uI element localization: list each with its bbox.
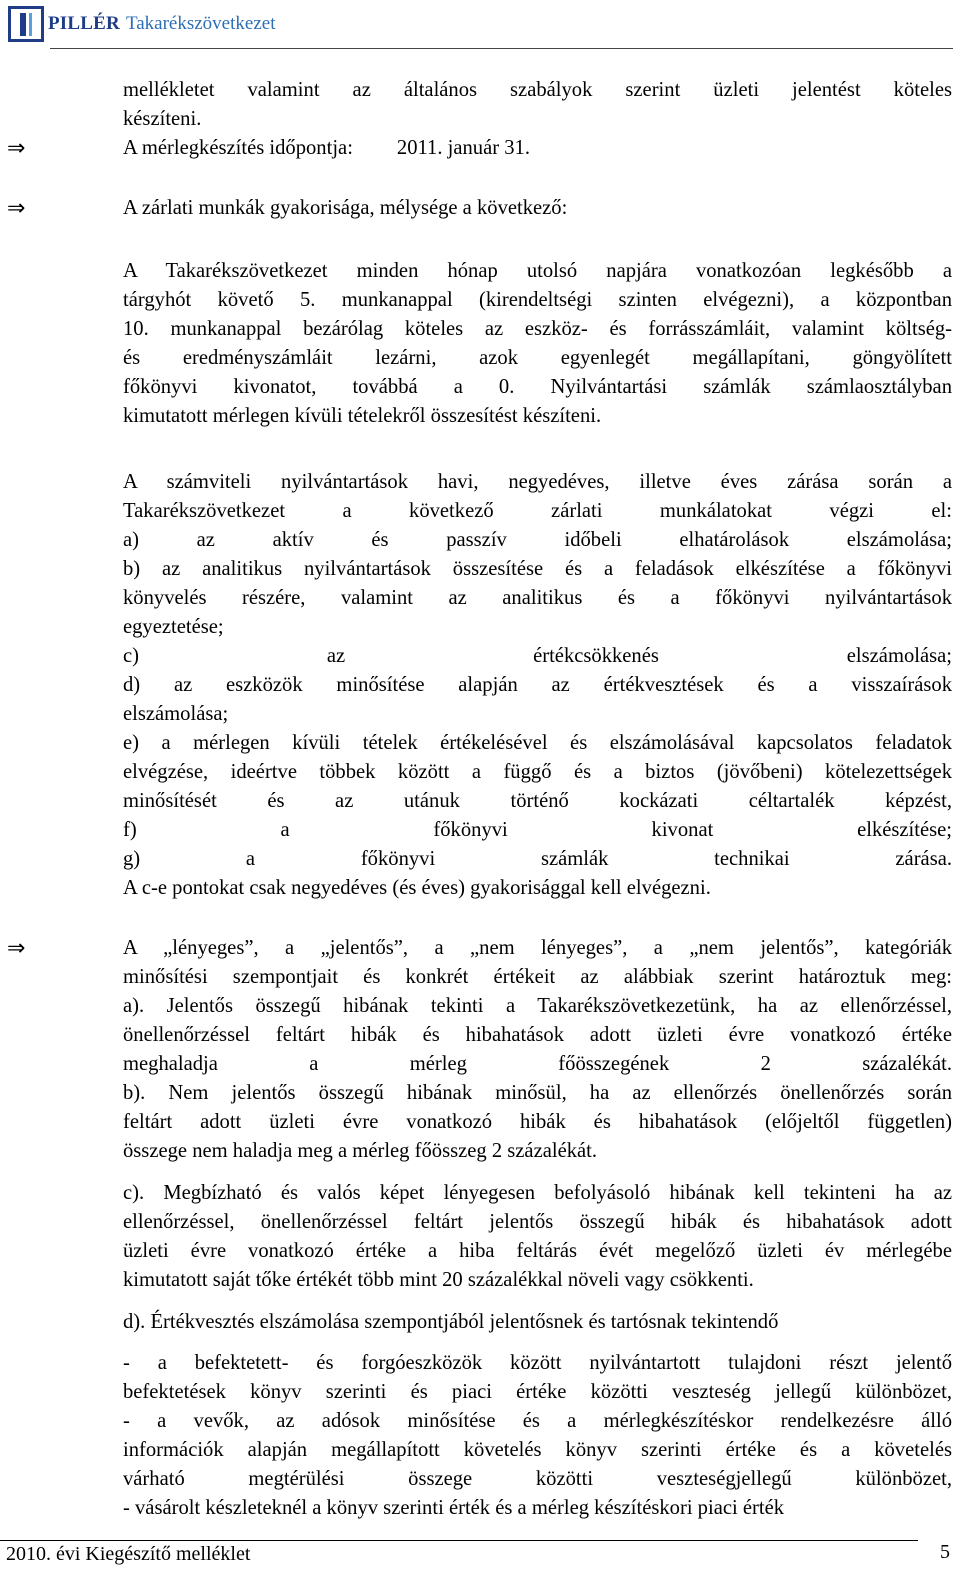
list-item: - vásárolt készleteknél a könyv szerinti érték és a mérleg készítéskori piaci érték bbox=[123, 1497, 785, 1519]
text-line: összege nem haladja meg a mérleg főösszeg 2 százalékát. bbox=[123, 1140, 598, 1162]
intro-paragraph bbox=[123, 76, 952, 134]
item-c-paragraph bbox=[123, 1179, 952, 1295]
text-line: A c-e pontokat csak negyedéves (és éves) gyakorisággal kell elvégezni. bbox=[123, 877, 711, 899]
list-item: d) az eszközök minősítése alapján az értékvesztések és a visszaírások bbox=[123, 674, 952, 696]
balance-date-item bbox=[7, 134, 952, 163]
logo-brand-name: PILLÉR bbox=[48, 13, 120, 34]
periodic-closing-paragraph bbox=[123, 468, 952, 903]
text-line: befektetések könyv szerinti és piaci értéke közötti veszteség jellegű különbözet, bbox=[123, 1381, 952, 1403]
page-number: 5 bbox=[940, 1541, 950, 1563]
footer-divider bbox=[0, 1540, 918, 1541]
list-item: a) az aktív és passzív időbeli elhatárolások elszámolása; bbox=[123, 529, 952, 551]
text-line: c). Megbízható és valós képet lényegesen befolyásoló hibának kell tekinteni ha az bbox=[123, 1182, 952, 1204]
logo-mark-icon bbox=[8, 6, 44, 42]
text-line: A számviteli nyilvántartások havi, negyedéves, illetve éves zárása során a bbox=[123, 471, 952, 493]
text-line: b). Nem jelentős összegű hibának minősül, ha az ellenőrzés önellenőrzés során bbox=[123, 1082, 952, 1104]
text-line: kimutatott saját tőke értékét több mint 20 százalékkal növeli vagy csökkenti. bbox=[123, 1269, 754, 1291]
text-line: elszámolása; bbox=[123, 703, 229, 725]
footer-title: 2010. évi Kiegészítő melléklet bbox=[6, 1543, 251, 1565]
balance-date-line bbox=[123, 134, 952, 163]
text-line: könyvelés részére, valamint az analitikus és a főkönyvi nyilvántartások bbox=[123, 587, 952, 609]
logo-brand-suffix: Takarékszövetkezet bbox=[125, 13, 276, 34]
text-line: mellékletet valamint az általános szabályok szerint üzleti jelentést köteles bbox=[123, 79, 952, 101]
text-line: készíteni. bbox=[123, 108, 202, 130]
text-line: A Takarékszövetkezet minden hónap utolsó napjára vonatkozóan legkésőbb a bbox=[123, 260, 952, 282]
text-line: kimutatott mérlegen kívüli tételekről összesítést készíteni. bbox=[123, 405, 602, 427]
list-item: g) a főkönyvi számlák technikai zárása. bbox=[123, 848, 952, 870]
list-item: - a vevők, az adósok minősítése és a mérlegkészítéskor rendelkezésre álló bbox=[123, 1410, 952, 1432]
text-line: Takarékszövetkezet a következő zárlati munkálatokat végzi el: bbox=[123, 500, 952, 522]
page-header bbox=[0, 0, 960, 50]
arrow-bullet-icon: ⇒ bbox=[7, 136, 26, 161]
text-line: 10. munkanappal bezárólag köteles az eszköz- és forrásszámláit, valamint költség- bbox=[123, 318, 952, 340]
list-item: c) az értékcsökkenés elszámolása; bbox=[123, 645, 952, 667]
materiality-categories bbox=[7, 934, 952, 1166]
text-line: a). Jelentős összegű hibának tekinti a Takarékszövetkezetünk, ha az ellenőrzéssel, bbox=[123, 995, 952, 1017]
balance-date-label: A mérlegkészítés időpontja: bbox=[123, 137, 353, 159]
company-logo bbox=[8, 6, 275, 42]
closing-heading: A zárlati munkák gyakorisága, mélysége a következő: bbox=[123, 197, 568, 219]
balance-date-value: 2011. január 31. bbox=[396, 137, 530, 159]
text-line: üzleti évre vonatkozó értéke a hiba feltárás évét megelőző üzleti év mérlegébe bbox=[123, 1240, 952, 1262]
list-item: b) az analitikus nyilvántartások összesítése és a feladások elkészítése a főkönyvi bbox=[123, 558, 952, 580]
text-line: minősítési szempontjait és konkrét értékeit az alábbiak szerint határoztuk meg: bbox=[123, 966, 952, 988]
text-line: tárgyhót követő 5. munkanappal (kirendeltségi szinten elvégezni), a központban bbox=[123, 289, 952, 311]
text-line: és eredményszámláit lezárni, azok egyenlegét megállapítani, göngyölített bbox=[123, 347, 952, 369]
arrow-bullet-icon: ⇒ bbox=[7, 196, 26, 221]
text-line: minősítését és az utánuk történő kockázati céltartalék képzést, bbox=[123, 790, 952, 812]
text-line: főkönyvi kivonatot, továbbá a 0. Nyilvántartási számlák számlaosztályban bbox=[123, 376, 952, 398]
impairment-list bbox=[123, 1349, 952, 1523]
list-item: - a befektetett- és forgóeszközök között nyilvántartott tulajdoni részt jelentő bbox=[123, 1352, 952, 1374]
list-item: f) a főkönyvi kivonat elkészítése; bbox=[123, 819, 952, 841]
item-d-heading bbox=[123, 1308, 952, 1337]
text-line: d). Értékvesztés elszámolása szempontjából jelentősnek és tartósnak tekintendő bbox=[123, 1311, 779, 1333]
header-divider bbox=[50, 48, 953, 49]
text-line: információk alapján megállapított követelés könyv szerinti értéke és a követelés bbox=[123, 1439, 952, 1461]
text-line: meghaladja a mérleg főösszegének 2 százalékát. bbox=[123, 1053, 952, 1075]
text-line: feltárt adott üzleti évre vonatkozó hibák és hibahatások (előjeltől független) bbox=[123, 1111, 952, 1133]
monthly-closing-paragraph bbox=[123, 257, 952, 431]
text-line: elvégzése, ideértve többek között a függő és a biztos (jövőbeni) kötelezettségek bbox=[123, 761, 952, 783]
closing-heading-item bbox=[7, 194, 952, 223]
text-line: A „lényeges”, a „jelentős”, a „nem lényeges”, a „nem jelentős”, kategóriák bbox=[123, 937, 952, 959]
list-item: e) a mérlegen kívüli tételek értékelésével és elszámolásával kapcsolatos feladatok bbox=[123, 732, 952, 754]
text-line: önellenőrzéssel feltárt hibák és hibahatások adott üzleti évre vonatkozó értéke bbox=[123, 1024, 952, 1046]
document-body bbox=[0, 76, 960, 1523]
text-line: ellenőrzéssel, önellenőrzéssel feltárt jelentős összegű hibák és hibahatások adott bbox=[123, 1211, 952, 1233]
text-line: egyeztetése; bbox=[123, 616, 224, 638]
text-line: várható megtérülési összege közötti veszteségjellegű különbözet, bbox=[123, 1468, 952, 1490]
arrow-bullet-icon: ⇒ bbox=[7, 936, 26, 961]
